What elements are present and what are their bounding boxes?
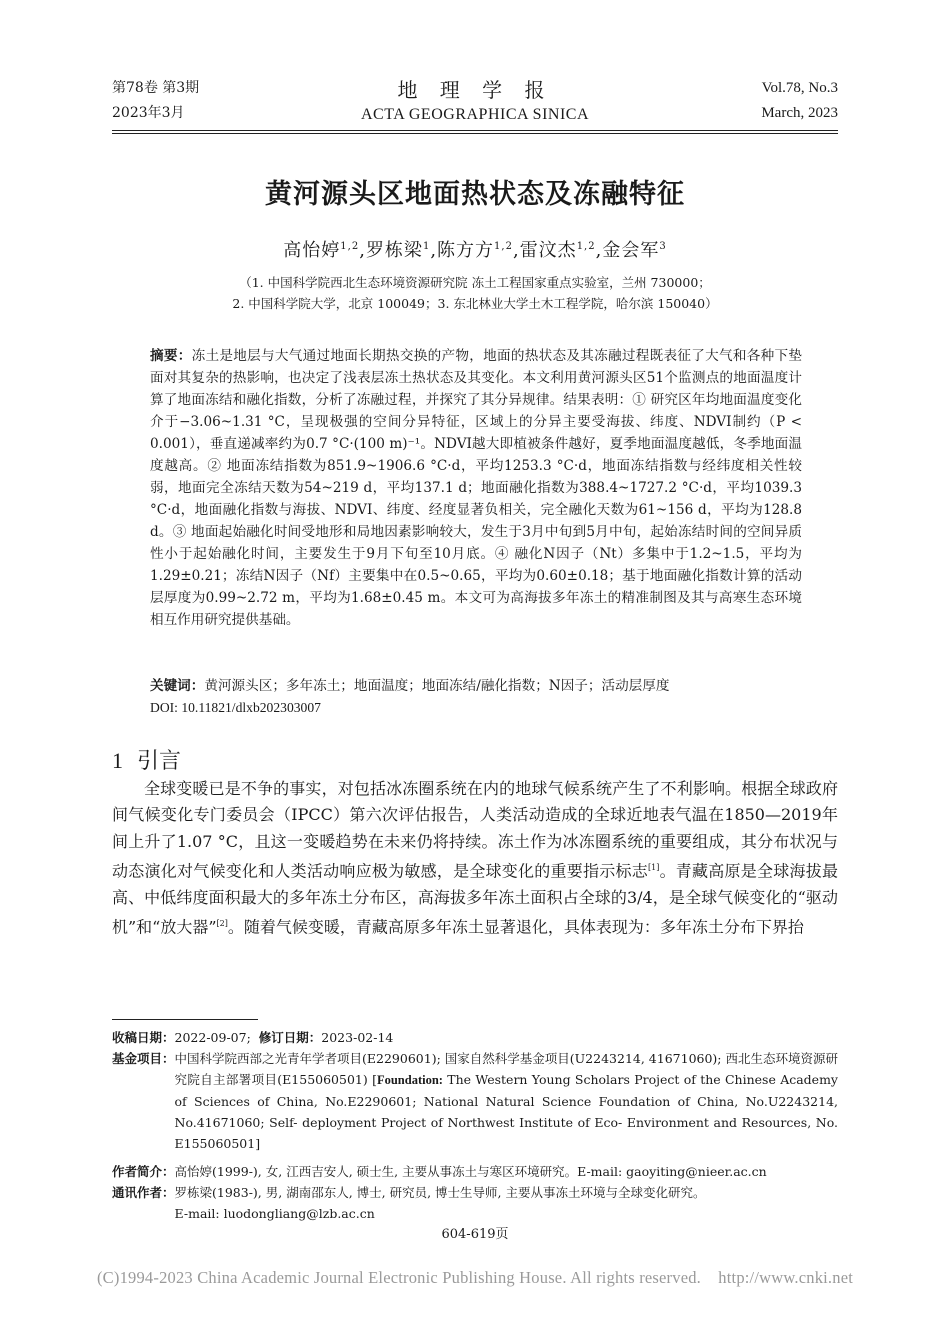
citation-ref[interactable]: [1] [647,863,660,873]
header-right [761,76,838,126]
received-date: 2022-09-07; [174,1030,251,1045]
abstract-label: 摘要： [150,348,192,364]
footnote-dates [112,1027,838,1048]
footnote-author [112,1161,838,1182]
footnote-rule [112,1019,258,1020]
header-rule-second [112,133,838,134]
journal-name-en: ACTA GEOGRAPHICA SINICA [360,106,589,123]
author-bio-label: 作者简介： [112,1164,175,1179]
funding-cn: 中国科学院西部之光青年学者项目(E2290601); 国家自然科学基金项目(U2243214, 41671060); 西北生态环境资源研究院自主部署项目(E155060501) [ [174,1051,838,1087]
section-number: 1 [112,748,123,773]
footnote-corresponding [112,1182,838,1224]
doi[interactable]: DOI: 10.11821/dlxb202303007 [150,700,321,715]
volume-issue-cn: 第78卷 第3期 [112,80,200,96]
corresponding-email[interactable]: E-mail: luodongliang@lzb.ac.cn [174,1206,375,1221]
page-range: 604-619页 [441,1227,509,1242]
author-affiliation-mark: 1 [422,241,431,252]
article-title: 黄河源头区地面热状态及冻融特征 [265,179,685,210]
copyright-watermark: (C)1994-2023 China Academic Journal Electronic Publishing House. All rights reserved. http://www.cnki.net [96,1268,854,1287]
header-rule [112,130,838,131]
keywords-label: 关键词： [150,678,205,694]
section-title: 引言 [137,749,182,774]
body-text: 全球变暖已是不争的事实，对包括冰冻圈系统在内的地球气候系统产生了不利影响。根据全球政府间气候变化专门委员会（IPCC）第六次评估报告，人类活动造成的全球近地表气温在1850—2019年间上升了1.07 °C，且这一变暖趋势在未来仍将持续。冻土作为冰冻圈系统的重要组成，其分布状况与动态演化对气候变化和人类活动响应极为敏感，是全球变化的重要指示标志 [112,779,838,881]
date-cn: 2023年3月 [112,105,185,121]
author-affiliation-mark: 3 [659,241,667,252]
affiliation-line: 2. 中国科学院大学，北京 100049；3. 东北林业大学土木工程学院，哈尔滨 150040） [232,296,718,311]
corresponding-bio: 罗栋梁(1983-), 男, 湖南邵东人, 博士, 研究员, 博士生导师, 主要从事冻土环境与全球变化研究。 [174,1185,706,1200]
received-label: 收稿日期： [112,1030,175,1045]
revised-date: 2023-02-14 [321,1030,394,1045]
author-affiliation-mark: 1,2 [576,241,596,252]
foundation-label: Foundation: [376,1073,443,1087]
footnote-funding [112,1048,838,1154]
journal-name-cn: 地 理 学 报 [397,78,553,102]
date-en: March, 2023 [761,105,838,121]
body-text: 。青藏高原是全球海拔最高、中低纬度面积最大的多年冻土分布区，高海拔多年冻土面积占全球的3/4，是全球气候变化的“驱动机”和“放大器” [112,861,838,937]
affiliations [0,272,950,314]
funding-en: The Western Young Scholars Project of the Chinese Academy of Sciences of China, No.E2290601; National Natural Science Foundation of China, No.U2243214, No.41671060; Self- deployment Project of Northwest Institute of Eco- Environment and Resources, No. E155060501] [174,1072,838,1151]
funding-label: 基金项目： [112,1051,175,1066]
revised-label: 修订日期： [258,1030,322,1045]
author-name: 雷汶杰 [519,240,577,261]
affiliation-line: （1. 中国科学院西北生态环境资源研究院 冻土工程国家重点实验室，兰州 730000； [239,275,711,290]
author-affiliation-mark: 1,2 [340,241,360,252]
author-list: 高怡婷$^{1,2}$,罗栋梁$^1$,陈方方$^{1,2}$,雷汶杰$^{1,2}$,金会军$^3$ [283,240,667,261]
corresponding-label: 通讯作者： [112,1185,175,1200]
author-affiliation-mark: 1,2 [494,241,513,252]
author-name: 金会军 [602,240,660,261]
keywords [150,675,802,697]
abstract [150,345,802,631]
body-paragraph [112,776,838,941]
author-name: 高怡婷 [283,240,341,261]
section-heading [112,744,181,775]
author-bio: 高怡婷(1999-), 女, 江西吉安人, 硕士生, 主要从事冻土与寒区环境研究。E-mail: gaoyiting@nieer.ac.cn [174,1164,767,1179]
keywords-text: 黄河源头区；多年冻土；地面温度；地面冻结/融化指数；N因子；活动层厚度 [204,678,670,694]
abstract-text: 冻土是地层与大气通过地面长期热交换的产物，地面的热状态及其冻融过程既表征了大气和各种下垫面对其复杂的热影响，也决定了浅表层冻土热状态及其变化。本文利用黄河源头区51个监测点的地面温度计算了地面冻结和融化指数，分析了冻融过程，并探究了其分异规律。结果表明：① 研究区年均地面温度变化介于−3.06~1.31 °C，呈现极强的空间分异特征，区域上的分异主要受海拔、纬度、NDVI制约（P < 0.001），垂直递减率约为0.7 °C·(100 m)⁻¹。NDVI越大即植被条件越好，夏季地面温度越低，冬季地面温度越高。② 地面冻结指数为851.9~1906.6 °C·d，平均1253.3 °C·d，地面冻结指数与经纬度相关性较弱，地面完全冻结天数为54~219 d，平均137.1 d；地面融化指数为388.4~1727.2 °C·d，平均1039.3 °C·d，地面融化指数与海拔、NDVI、纬度、经度显著负相关，完全融化天数为61~156 d，平均为128.8 d。③ 地面起始融化时间受地形和局地因素影响较大，发生于3月中旬到5月中旬，起始冻结时间的空间异质性小于起始融化时间，主要发生于9月下旬至10月底。④ 融化N因子（Nt）多集中于1.2~1.5，平均为1.29±0.21；冻结N因子（Nf）主要集中在0.5~0.65，平均为0.60±0.18；基于地面融化指数计算的活动层厚度为0.99~2.72 m，平均为1.68±0.45 m。本文可为高海拔多年冻土的精准制图及其与高寒生态环境相互作用研究提供基础。 [150,348,803,628]
volume-issue-en: Vol.78, No.3 [761,80,838,96]
author-name: 陈方方 [437,240,495,261]
body-text: 。随着气候变暖，青藏高原多年冻土显著退化，具体表现为：多年冻土分布下界抬 [227,917,804,937]
author-name: 罗栋梁 [365,240,423,261]
citation-ref[interactable]: [2] [216,919,228,929]
